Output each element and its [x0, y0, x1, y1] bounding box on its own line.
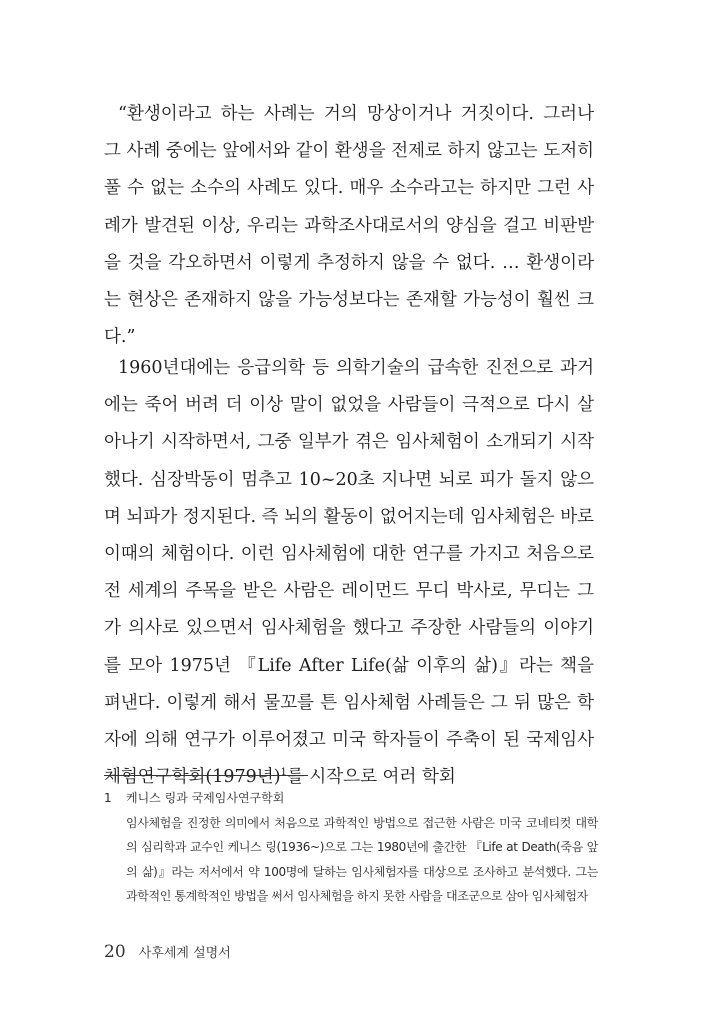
footnote-heading: [104, 786, 598, 811]
body-paragraph-text-end: 를 시작으로 여러 학회: [286, 767, 456, 788]
page-footer: [104, 942, 231, 962]
body-paragraph-text: 1960년대에는 응급의학 등 의학기술의 급속한 진전으로 과거에는 죽어 버려 더 이상 말이 없었을 사람들이 극적으로 다시 살아나기 시작하면서, 그중 일부가 겪은 임사체험이 소개되기 시작했다. 심장박동이 멈추고 10~20초 지나면 뇌로 피가 돌지 않으며 뇌파가 정지된다. 즉 뇌의 활동이 없어지는데 임사체험은 바로 이때의 체험이다. 이런 임사체험에 대한 연구를 가지고 처음으로 전 세계의 주목을 받은 사람은 레이먼드 무디 박사로, 무디는 그가 의사로 있으면서 임사체험을 했다고 주장한 사람들의 이야기를 모아 1975년 『Life After Life(삶 이후의 삶)』라는 책을 펴낸다. 이렇게 해서 물꼬를 튼 임사체험 사례들은 그 뒤 많은 학자에 의해 연구가 이루어졌고 미국 학자들이 주축이 된 국제임사체험연구학회(1979년): [104, 358, 594, 788]
page-number: 20: [104, 942, 126, 962]
running-title: 사후세계 설명서: [138, 946, 231, 961]
footnote: [104, 786, 598, 909]
quote-paragraph: “환생이라고 하는 사례는 거의 망상이거나 거짓이다. 그러나 그 사례 중에는 앞에서와 같이 환생을 전제로 하지 않고는 도저히 풀 수 없는 소수의 사례도 있다. 매우 소수라고는 하지만 그런 사례가 발견된 이상, 우리는 과학조사대로서의 양심을 걸고 비판받을 것을 각오하면서 이렇게 추정하지 않을 수 없다. … 환생이라는 현상은 존재하지 않을 가능성보다는 존재할 가능성이 훨씬 크다.”: [104, 104, 594, 348]
footnote-title: 케니스 링과 국제임사연구학회: [126, 791, 285, 805]
footnote-reference[interactable]: 1: [280, 767, 287, 779]
body-paragraph: [104, 350, 594, 796]
footnote-number: 1: [104, 791, 112, 805]
footnote-text: 임사체험을 진정한 의미에서 처음으로 과학적인 방법으로 접근한 사람은 미국 코네티컷 대학의 심리학과 교수인 케니스 링(1936~)으로 그는 1980년에 출간한 『Life at Death(죽음 앞의 삶)』라는 저서에서 약 100명에 달하는 임사체험자를 대상으로 조사하고 분석했다. 그는 과학적인 통계학적인 방법을 써서 임사체험을 하지 못한 사람을 대조군으로 삼아 임사체험자: [126, 815, 598, 904]
footnote-divider: [104, 775, 308, 776]
